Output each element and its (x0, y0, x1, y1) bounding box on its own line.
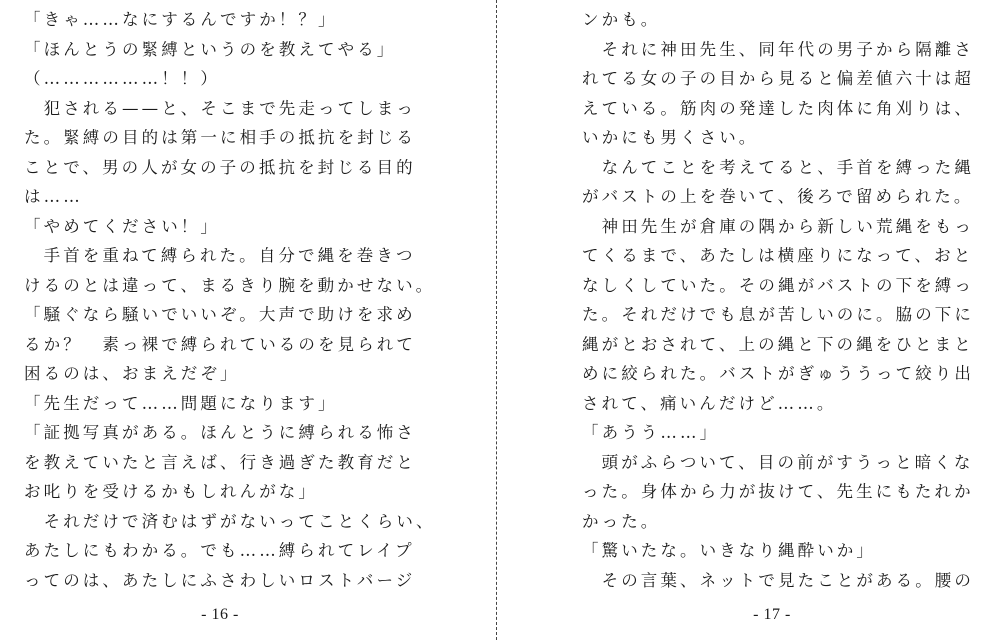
text-line: 「あうう……」 (582, 423, 720, 442)
text-line: 困るのは、おまえだぞ」 (24, 364, 240, 383)
text-line: を教えていたと言えば、行き過ぎた教育だと (24, 452, 416, 472)
text-line: なんてことを考えてると、手首を縛った縄 (582, 157, 974, 177)
text-line: なしくしていた。その縄がバストの下を縛っ (582, 275, 974, 295)
text-line: は…… (24, 187, 83, 206)
page-number: - 16 - (201, 606, 239, 623)
text-line: あたしにもわかる。でも……縛られてレイプ (24, 541, 415, 560)
text-line: 「きゃ……なにするんですか！？」 (24, 10, 338, 29)
text-line: るか？ 素っ裸で縛られているのを見られて (24, 334, 416, 354)
text-line: その言葉、ネットで見たことがある。腰の (582, 570, 974, 590)
text-line: 「やめてください！」 (24, 216, 220, 236)
text-line: 「騒ぐなら騒いでいいぞ。大声で助けを求め (24, 305, 416, 324)
text-line: 手首を重ねて縛られた。自分で縄を巻きつ (24, 246, 416, 265)
text-line: それに神田先生、同年代の男子から隔離さ (582, 39, 974, 59)
text-line: 縄がとおされて、上の縄と下の縄をひとまと (582, 334, 974, 354)
text-line: 「証拠写真がある。ほんとうに縛られる怖さ (24, 423, 416, 442)
text-line: それだけで済むはずがないってことくらい、 (24, 511, 436, 531)
text-line: 「先生だって……問題になります」 (24, 393, 338, 413)
left-page-text (24, 5, 436, 595)
text-line: けるのとは違って、まるきり腕を動かせない。 (24, 275, 436, 295)
text-line: お叱りを受けるかもしれんがな」 (24, 482, 318, 501)
text-line: いかにも男くさい。 (582, 128, 759, 147)
page-number: - 17 - (753, 606, 791, 623)
text-line: ってのは、あたしにふさわしいロストバージ (24, 570, 416, 590)
text-line: た。それだけでも息が苦しいのに。脇の下に (582, 305, 974, 324)
text-line: がバストの上を巻いて、後ろで留められた。 (582, 187, 974, 206)
text-line: てくるまで、あたしは横座りになって、おと (582, 246, 974, 265)
text-line: えている。筋肉の発達した肉体に角刈りは、 (582, 98, 974, 118)
text-line: た。緊縛の目的は第一に相手の抵抗を封じる (24, 128, 416, 147)
text-line: 「驚いたな。いきなり縄酔いか」 (582, 541, 876, 560)
text-line: 神田先生が倉庫の隅から新しい荒縄をもっ (582, 216, 974, 236)
text-line: れてる女の子の目から見ると偏差値六十は超 (582, 69, 974, 88)
text-line: されて、痛いんだけど……。 (582, 393, 837, 413)
text-line: 犯される——と、そこまで先走ってしまっ (24, 98, 416, 118)
text-line: ンかも。 (582, 10, 661, 29)
text-line: めに絞られた。バストがぎゅううって絞り出 (582, 364, 974, 383)
text-line: （………………！！） (24, 69, 220, 88)
text-line: 「ほんとうの緊縛というのを教えてやる」 (24, 39, 397, 59)
text-line: ことで、男の人が女の子の抵抗を封じる目的 (24, 157, 416, 177)
right-page (497, 0, 1000, 640)
right-page-text (582, 5, 972, 595)
text-line: った。身体から力が抜けて、先生にもたれか (582, 482, 974, 501)
text-line: かった。 (582, 511, 661, 531)
text-line: 頭がふらついて、目の前がすうっと暗くな (582, 452, 974, 472)
left-page (0, 0, 496, 640)
